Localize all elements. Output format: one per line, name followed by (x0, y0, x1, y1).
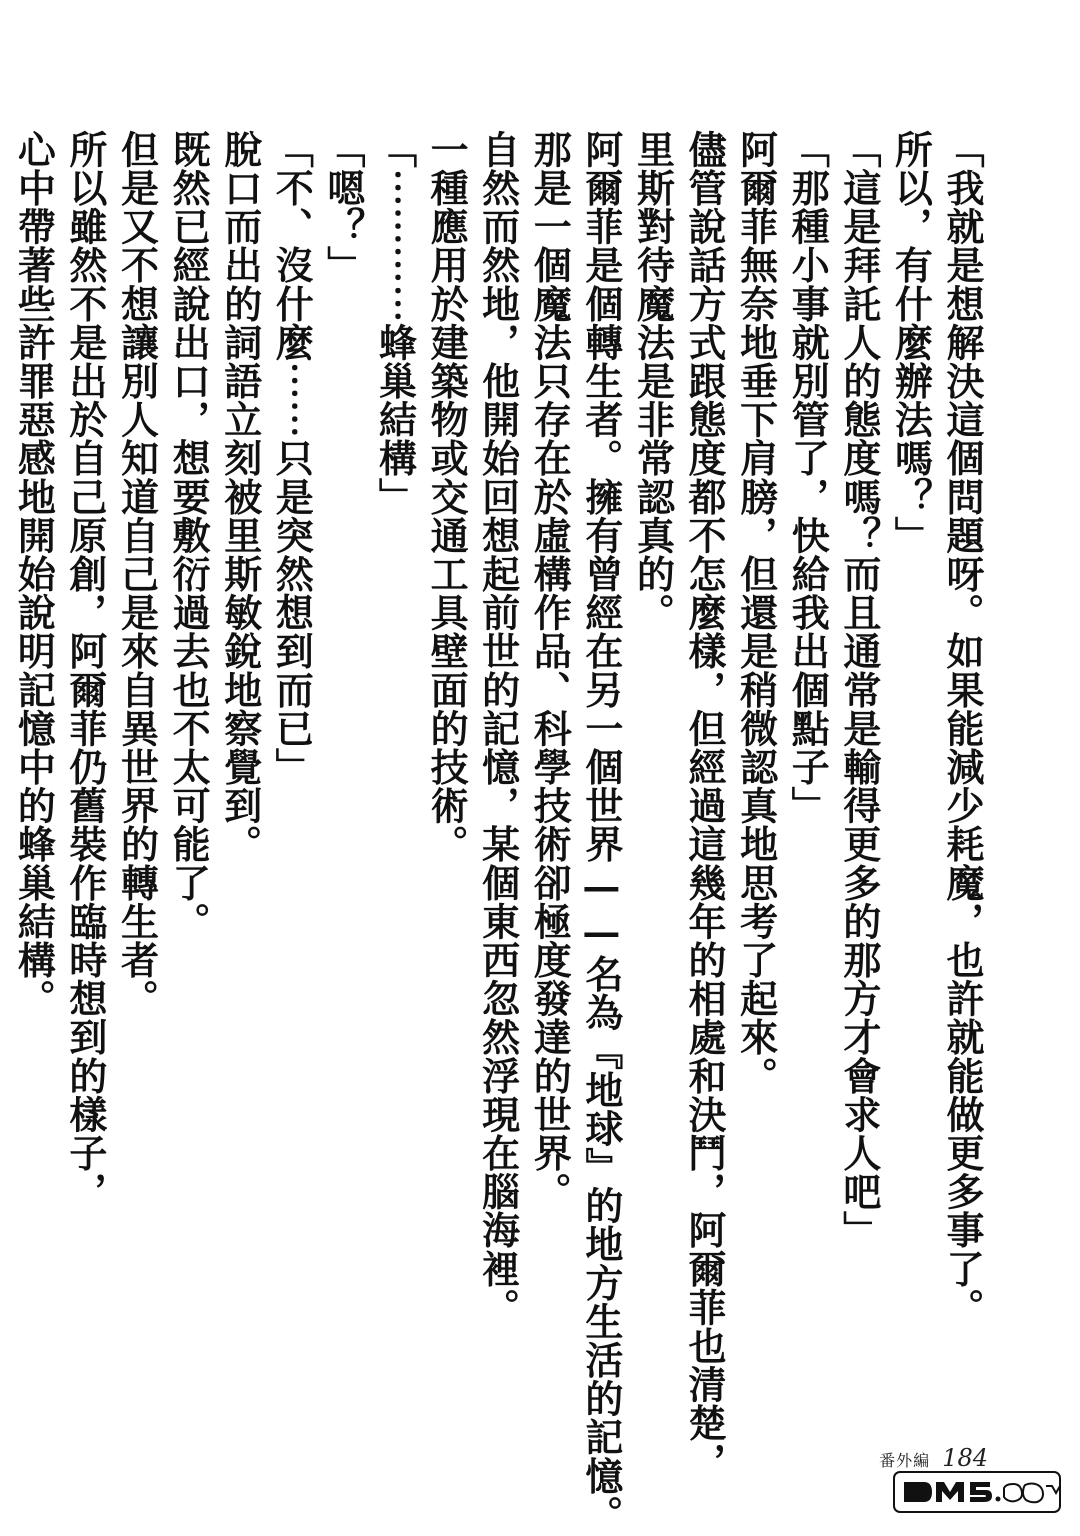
text-line: 「不、沒什麼⋯⋯只是突然想到而已」 (269, 130, 315, 787)
text-line: 所以雖然不是出於自己原創，阿爾菲仍舊裝作臨時想到的樣子， (62, 130, 108, 1211)
text-line: 「那種小事就別管了，快給我出個點子」 (785, 130, 831, 825)
section-title: 番外編 (879, 1451, 931, 1470)
text-line: 阿爾菲無奈地垂下肩膀，但還是稍微認真地思考了起來。 (733, 130, 779, 1095)
text-line: 一種應用於建築物或交通工具壁面的技術。 (424, 130, 470, 864)
text-line: 儘管說話方式跟態度都不怎麼樣，但經過這幾年的相處和決鬥，阿爾菲也清楚， (682, 130, 728, 1481)
text-line: 里斯對待魔法是非常認真的。 (630, 130, 676, 632)
text-line: 既然已經說出口，想要敷衍過去也不太可能了。 (166, 130, 212, 941)
text-line: 所以，有什麼辦法嗎？」 (888, 130, 934, 555)
text-line: 「我就是想解決這個問題呀。如果能減少耗魔，也許就能做更多事了。 (940, 130, 985, 1327)
text-line: 阿爾菲是個轉生者。擁有曾經在另一個世界——名為『地球』的地方生活的記憶。 (578, 130, 624, 1534)
text-line: 「嗯？」 (320, 130, 366, 285)
text-line: 但是又不想讓別人知道自己是來自異世界的轉生者。 (114, 130, 160, 1018)
dm5-watermark-logo (892, 1466, 1062, 1518)
text-line: 心中帶著些許罪惡感地開始說明記憶中的蜂巢結構。 (11, 130, 57, 1018)
text-line: 脫口而出的詞語立刻被里斯敏銳地察覺到。 (217, 130, 263, 864)
text-line: 「這是拜託人的態度嗎？而且通常是輸得更多的那方才會求人吧」 (836, 130, 882, 1250)
text-line: 自然而然地，他開始回想起前世的記憶，某個東西忽然浮現在腦海裡。 (475, 130, 521, 1327)
text-line: 那是一個魔法只存在於虛構作品、科學技術卻極度發達的世界。 (527, 130, 573, 1211)
page-number: 184 (942, 1444, 988, 1472)
text-line: 「⋯⋯⋯⋯蜂巢結構」 (372, 130, 418, 516)
